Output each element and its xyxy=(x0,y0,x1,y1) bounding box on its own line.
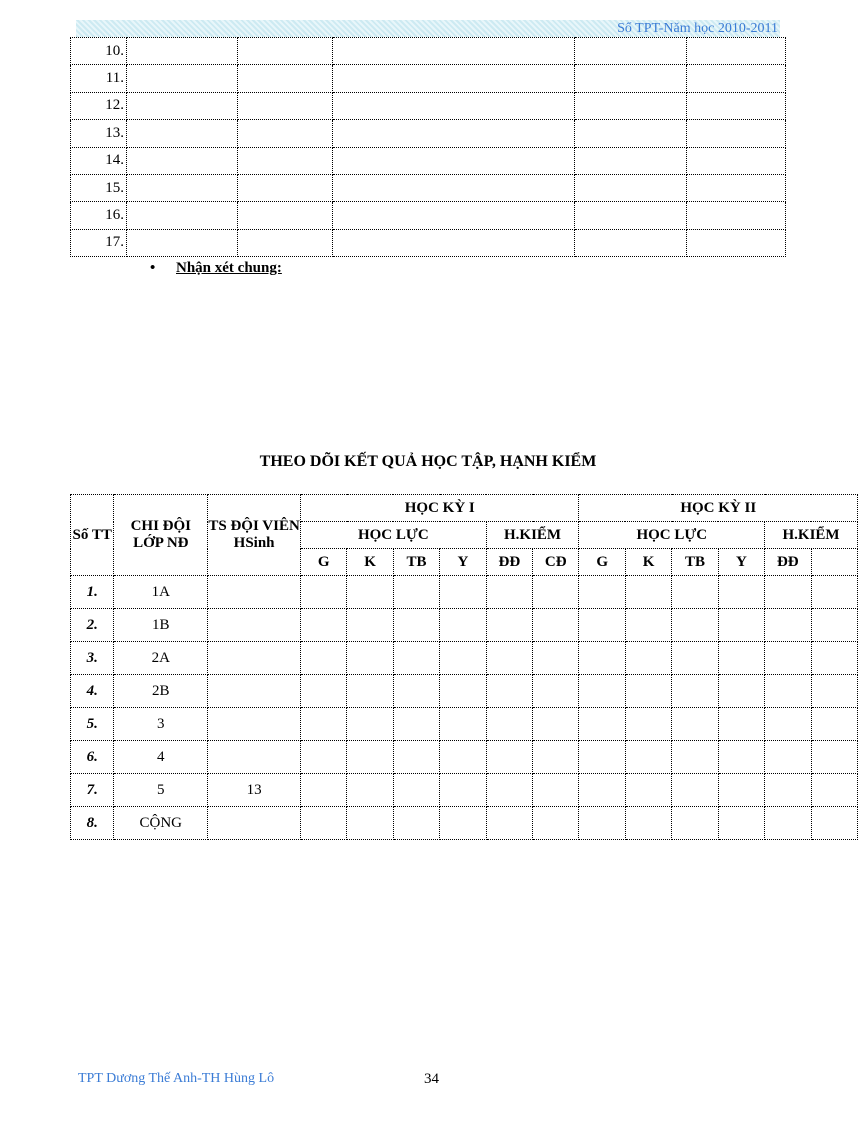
empty-cell xyxy=(301,774,347,807)
empty-cell xyxy=(579,675,625,708)
footer-author: TPT Dương Thế Anh-TH Hùng Lô xyxy=(78,1071,275,1086)
row-class: 2A xyxy=(114,642,208,675)
empty-cell xyxy=(575,229,687,256)
empty-cell xyxy=(533,807,579,840)
row-number: 16. xyxy=(71,202,127,229)
empty-cell xyxy=(333,38,575,65)
top-table xyxy=(70,37,786,257)
empty-cell xyxy=(672,609,718,642)
empty-cell xyxy=(486,708,532,741)
results-row xyxy=(71,642,858,675)
empty-cell xyxy=(238,92,333,119)
grade-header-s2: Y xyxy=(718,549,764,576)
empty-cell xyxy=(765,642,811,675)
empty-cell xyxy=(625,675,671,708)
empty-cell xyxy=(393,609,439,642)
empty-cell xyxy=(127,120,238,147)
empty-cell xyxy=(393,576,439,609)
col-header-class: CHI ĐỘI LỚP NĐ xyxy=(114,495,208,576)
empty-cell xyxy=(393,807,439,840)
empty-cell xyxy=(811,576,857,609)
empty-cell xyxy=(393,642,439,675)
empty-cell xyxy=(440,675,486,708)
empty-cell xyxy=(765,741,811,774)
empty-cell xyxy=(347,576,393,609)
empty-cell xyxy=(393,774,439,807)
page-number: 34 xyxy=(424,1071,439,1087)
empty-cell xyxy=(672,774,718,807)
empty-cell xyxy=(765,774,811,807)
top-table-row xyxy=(71,38,786,65)
hanh-kiem-header-2: H.KIỂM xyxy=(765,522,858,549)
grade-header-s2: K xyxy=(625,549,671,576)
empty-cell xyxy=(127,65,238,92)
row-stt: 5. xyxy=(71,708,114,741)
empty-cell xyxy=(687,92,786,119)
empty-cell xyxy=(333,174,575,201)
empty-cell xyxy=(718,642,764,675)
row-number: 17. xyxy=(71,229,127,256)
empty-cell xyxy=(347,741,393,774)
empty-cell xyxy=(575,147,687,174)
empty-cell xyxy=(333,65,575,92)
empty-cell xyxy=(333,92,575,119)
empty-cell xyxy=(333,202,575,229)
empty-cell xyxy=(333,147,575,174)
empty-cell xyxy=(440,807,486,840)
empty-cell xyxy=(625,741,671,774)
empty-cell xyxy=(718,708,764,741)
conduct-header-s2: ĐĐ xyxy=(765,549,811,576)
empty-cell xyxy=(765,576,811,609)
grade-header-s2: TB xyxy=(672,549,718,576)
empty-cell xyxy=(579,576,625,609)
results-title: THEO DÕI KẾT QUẢ HỌC TẬP, HẠNH KIỂM xyxy=(259,453,597,470)
empty-cell xyxy=(579,609,625,642)
empty-cell xyxy=(765,708,811,741)
conduct-header-s1: ĐĐ xyxy=(486,549,532,576)
results-row xyxy=(71,609,858,642)
empty-cell xyxy=(811,708,857,741)
empty-cell xyxy=(347,675,393,708)
empty-cell xyxy=(718,609,764,642)
hoc-luc-header-1: HỌC LỰC xyxy=(301,522,487,549)
empty-cell xyxy=(765,675,811,708)
row-class: 1A xyxy=(114,576,208,609)
empty-cell xyxy=(347,807,393,840)
empty-cell xyxy=(625,807,671,840)
empty-cell xyxy=(687,65,786,92)
row-class: CỘNG xyxy=(114,807,208,840)
grade-header-s1: G xyxy=(301,549,347,576)
empty-cell xyxy=(575,92,687,119)
empty-cell xyxy=(440,774,486,807)
empty-cell xyxy=(579,807,625,840)
empty-cell xyxy=(533,774,579,807)
empty-cell xyxy=(238,120,333,147)
grade-header-s1: Y xyxy=(440,549,486,576)
row-class: 2B xyxy=(114,675,208,708)
header-band xyxy=(76,20,780,37)
col-header-stt: Số TT xyxy=(71,495,114,576)
empty-cell xyxy=(127,92,238,119)
empty-cell xyxy=(672,675,718,708)
empty-cell xyxy=(347,708,393,741)
empty-cell xyxy=(333,120,575,147)
empty-cell xyxy=(575,202,687,229)
row-total xyxy=(208,609,301,642)
empty-cell xyxy=(718,807,764,840)
empty-cell xyxy=(440,576,486,609)
empty-cell xyxy=(127,229,238,256)
empty-cell xyxy=(718,675,764,708)
row-total xyxy=(208,642,301,675)
empty-cell xyxy=(347,642,393,675)
empty-cell xyxy=(625,642,671,675)
empty-cell xyxy=(811,807,857,840)
empty-cell xyxy=(393,708,439,741)
empty-cell xyxy=(486,576,532,609)
empty-cell xyxy=(575,65,687,92)
top-table-row xyxy=(71,202,786,229)
top-table-row xyxy=(71,65,786,92)
empty-cell xyxy=(687,229,786,256)
row-total xyxy=(208,675,301,708)
grade-header-s1: TB xyxy=(393,549,439,576)
empty-cell xyxy=(301,609,347,642)
header-text: Sổ TPT-Năm học 2010-2011 xyxy=(617,21,778,36)
empty-cell xyxy=(486,642,532,675)
remark-label: Nhận xét chung: xyxy=(176,260,282,276)
empty-cell xyxy=(579,708,625,741)
empty-cell xyxy=(811,774,857,807)
top-table-row xyxy=(71,174,786,201)
semester2-header: HỌC KỲ II xyxy=(579,495,858,522)
conduct-header-s1: CĐ xyxy=(533,549,579,576)
empty-cell xyxy=(579,642,625,675)
row-number: 12. xyxy=(71,92,127,119)
empty-cell xyxy=(238,147,333,174)
empty-cell xyxy=(486,675,532,708)
empty-cell xyxy=(238,65,333,92)
grade-header-s2: G xyxy=(579,549,625,576)
results-row xyxy=(71,774,858,807)
empty-cell xyxy=(718,774,764,807)
grade-header-s1: K xyxy=(347,549,393,576)
empty-cell xyxy=(127,38,238,65)
empty-cell xyxy=(301,576,347,609)
row-stt: 4. xyxy=(71,675,114,708)
empty-cell xyxy=(672,642,718,675)
empty-cell xyxy=(301,807,347,840)
empty-cell xyxy=(533,576,579,609)
row-class: 3 xyxy=(114,708,208,741)
empty-cell xyxy=(533,609,579,642)
row-stt: 1. xyxy=(71,576,114,609)
empty-cell xyxy=(718,741,764,774)
empty-cell xyxy=(687,38,786,65)
empty-cell xyxy=(687,120,786,147)
empty-cell xyxy=(440,741,486,774)
top-table-row xyxy=(71,229,786,256)
hanh-kiem-header-1: H.KIỂM xyxy=(486,522,579,549)
empty-cell xyxy=(440,642,486,675)
empty-cell xyxy=(672,708,718,741)
empty-cell xyxy=(811,675,857,708)
empty-cell xyxy=(575,38,687,65)
empty-cell xyxy=(238,174,333,201)
empty-cell xyxy=(687,147,786,174)
empty-cell xyxy=(811,642,857,675)
empty-cell xyxy=(533,642,579,675)
row-stt: 7. xyxy=(71,774,114,807)
empty-cell xyxy=(440,609,486,642)
top-table-row xyxy=(71,147,786,174)
row-total xyxy=(208,741,301,774)
results-table-wrap xyxy=(70,494,840,840)
empty-cell xyxy=(579,774,625,807)
row-stt: 3. xyxy=(71,642,114,675)
row-number: 15. xyxy=(71,174,127,201)
row-total xyxy=(208,807,301,840)
row-class: 5 xyxy=(114,774,208,807)
empty-cell xyxy=(575,120,687,147)
empty-cell xyxy=(625,774,671,807)
row-number: 11. xyxy=(71,65,127,92)
results-table xyxy=(70,494,858,840)
empty-cell xyxy=(238,38,333,65)
row-number: 10. xyxy=(71,38,127,65)
empty-cell xyxy=(672,741,718,774)
results-row xyxy=(71,576,858,609)
empty-cell xyxy=(811,741,857,774)
empty-cell xyxy=(672,807,718,840)
row-total xyxy=(208,708,301,741)
empty-cell xyxy=(238,229,333,256)
row-stt: 6. xyxy=(71,741,114,774)
empty-cell xyxy=(301,642,347,675)
semester1-header: HỌC KỲ I xyxy=(301,495,579,522)
empty-cell xyxy=(393,675,439,708)
empty-cell xyxy=(127,174,238,201)
empty-cell xyxy=(765,609,811,642)
hoc-luc-header-2: HỌC LỰC xyxy=(579,522,765,549)
empty-cell xyxy=(347,609,393,642)
col-header-total: TS ĐỘI VIÊN HSinh xyxy=(208,495,301,576)
empty-cell xyxy=(579,741,625,774)
empty-cell xyxy=(811,609,857,642)
top-table-row xyxy=(71,92,786,119)
empty-cell xyxy=(127,147,238,174)
empty-cell xyxy=(127,202,238,229)
row-total: 13 xyxy=(208,774,301,807)
empty-cell xyxy=(393,741,439,774)
results-row xyxy=(71,675,858,708)
results-row xyxy=(71,708,858,741)
empty-cell xyxy=(301,708,347,741)
empty-cell xyxy=(238,202,333,229)
empty-cell xyxy=(486,609,532,642)
empty-cell xyxy=(301,741,347,774)
results-row xyxy=(71,807,858,840)
empty-cell xyxy=(440,708,486,741)
empty-cell xyxy=(301,675,347,708)
conduct-header-s2 xyxy=(811,549,857,576)
top-table-row xyxy=(71,120,786,147)
empty-cell xyxy=(486,774,532,807)
empty-cell xyxy=(333,229,575,256)
empty-cell xyxy=(687,174,786,201)
row-stt: 8. xyxy=(71,807,114,840)
empty-cell xyxy=(625,576,671,609)
empty-cell xyxy=(486,741,532,774)
empty-cell xyxy=(347,774,393,807)
row-class: 1B xyxy=(114,609,208,642)
empty-cell xyxy=(687,202,786,229)
empty-cell xyxy=(486,807,532,840)
row-class: 4 xyxy=(114,741,208,774)
row-total xyxy=(208,576,301,609)
empty-cell xyxy=(533,741,579,774)
empty-cell xyxy=(625,708,671,741)
empty-cell xyxy=(575,174,687,201)
empty-cell xyxy=(625,609,671,642)
row-number: 14. xyxy=(71,147,127,174)
row-number: 13. xyxy=(71,120,127,147)
row-stt: 2. xyxy=(71,609,114,642)
general-remark xyxy=(150,260,282,277)
empty-cell xyxy=(672,576,718,609)
results-row xyxy=(71,741,858,774)
empty-cell xyxy=(533,708,579,741)
empty-cell xyxy=(533,675,579,708)
empty-cell xyxy=(765,807,811,840)
empty-cell xyxy=(718,576,764,609)
bullet-icon: • xyxy=(150,260,156,276)
